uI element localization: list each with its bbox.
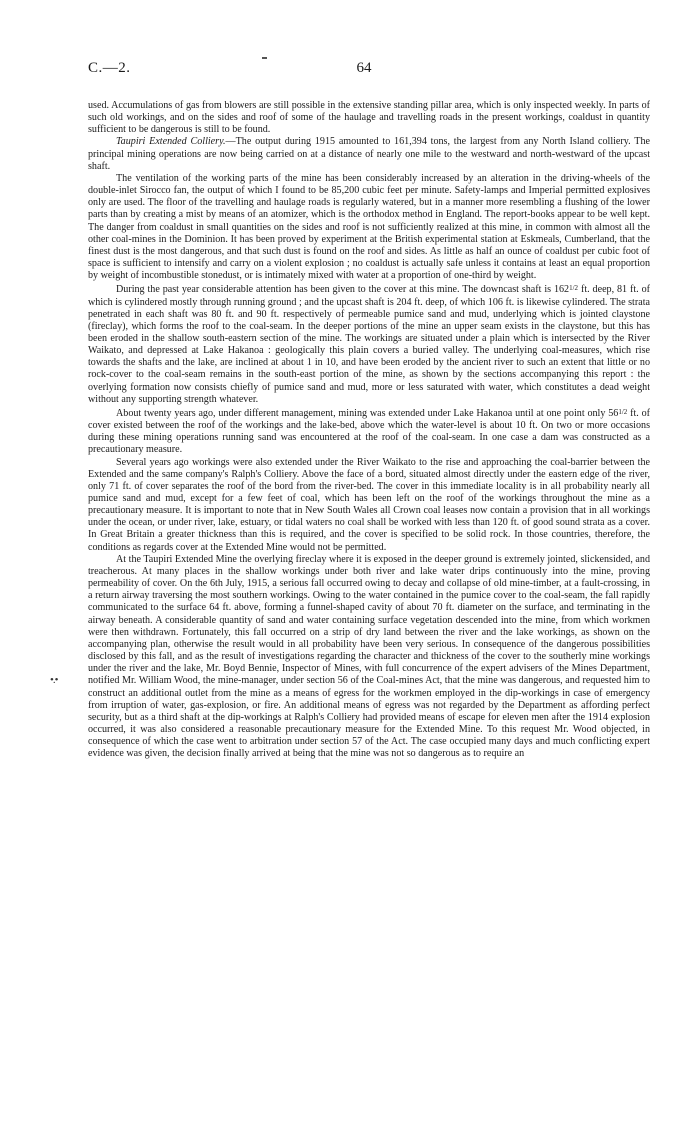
paragraph: The ventilation of the working parts of the mine has been considerably increased by an alteration in the driving-wheels of the double-inlet Sirocco fan, the output of which I found to be 85,200 cubic feet per minute. Safety-lamps and Imperial permitted explosives only are used. The floor of the travelling and haulage roads is regularly watered, but in a manner more resembling a flushing of the lower parts than by creating a mist by means of an atomizer, which is the orthodox method in England. The report-books appear to be well kept. The danger from coaldust in small quantities on the sides and roof is not sufficiently realized at this mine, in common with almost all the other coal-mines in the Dominion. It has been proved by experiment at the British experimental station at Eskmeals, Cumberland, that the finest dust is the most dangerous, and that such dust is found on the roof and sides. As little as half an ounce of coaldust per cubic foot of space is sufficient to intensify and carry on a violent explosion ; no coaldust is actually safe unless it contains at least an equal proportion by weight of incombustible stonedust, or is intimately mixed with water at a proportion of one-third by weight. [88,172,650,282]
paragraph-text: ft. of cover existed between the roof of the workings and the lake-bed, above which the water-level is about 10 ft. On two or more occasions during these mining operations running sand was encountered at the roof of the coal-seam. In one case a dam was constructed as a precautionary measure. [88,407,650,456]
scan-mark [262,57,267,59]
page-header [88,60,640,82]
paragraph-text: During the past year considerable attention has been given to the cover at this mine. The downcast shaft is 162 [116,284,570,296]
paragraph: used. Accumulations of gas from blowers are still possible in the extensive standing pillar area, which is only inspected weekly. In parts of such old workings, and on the sides and roof of some of the haulage and travelling roads in the present workings, coaldust in quantity sufficient to be dangerous is still to be found. [88,100,650,136]
paragraph-text: ft. deep, 81 ft. of which is cylindered mostly through running ground ; and the upcast shaft is 204 ft. deep, of which 106 ft. is likewise cylindered. The strata penetrated in each shaft was 80 ft. and 90 ft. respectively of permeable pumice sand and mud, underlying which is jointed claystone (fireclay), which forms the roof to the coal-seam. In the deeper portions of the mine an upper seam exists in the claystone, but this has been eroded in the shallow south-eastern section of the mine. The workings are situated under a plain which is intersected by the River Waikato, and depressed at Lake Hakanoa : geologically this plain covers a buried valley. The underlying coal-measures, which rise towards the shafts and the lake, are inclined at about 1 in 10, and have been eroded by the ancient river to such an extent that little or no rock-cover to the coal-seam remains in the south-east portion of the mine, as shown by the sections accompanying this report : the overlying formation now consists chiefly of pumice sand and mud, more or less saturated with water, which constitutes a dead weight without any supporting strength whatever. [88,284,650,405]
page-number: 64 [356,60,372,76]
paragraph: Several years ago workings were also extended under the River Waikato to the rise and approaching the coal-barrier between the Extended and the same company's Ralph's Colliery. Above the face of a bord, situated almost directly under the eastern edge of the river, only 71 ft. of cover separates the roof of the bord from the river-bed. The cover in this immediate locality is in all probability nearly all pumice sand and mud, except for a few feet of coal, which has been left on the roof of the workings throughout the mine as a precautionary measure. It is important to note that in New South Wales all Crown coal leases now contain a provision that in all workings under the ocean, or under river, lake, estuary, or tidal waters no coal shall be worked with less than 120 ft. of good sound strata as a cover. In Great Britain a greater thickness than this is required, and the cover is specified to be solid rock. In those countries, therefore, the conditions as regards cover at the Extended Mine would not be permitted. [88,456,650,553]
fraction: 1/2 [569,284,579,293]
paragraph [88,282,650,406]
body-text [88,100,650,760]
fraction: 1/2 [618,407,628,416]
paragraph-text: About twenty years ago, under different management, mining was extended under Lake Hakanoa until at one point only 56 [116,407,619,419]
section-heading: Taupiri Extended Colliery. [116,136,226,148]
paragraph: At the Taupiri Extended Mine the overlying fireclay where it is exposed in the deeper ground is extremely jointed, slickensided, and treacherous. At many places in the shallow workings under both river and lake water drips continuously into the mine, proving permeability of cover. On the 6th July, 1915, a serious fall occurred owing to decay and collapse of old mine-timber, at a fault-crossing, in a return airway traversing the most southern workings. Owing to the water contained in the pumice cover to the coal-seam, the fall rapidly communicated to the surface 64 ft. above, forming a funnel-shaped cavity of about 70 ft. diameter on the surface, and terminating in the airway beneath. A considerable quantity of sand and water containing surface vegetation descended into the mine, from which workmen were then withdrawn. Fortunately, this fall occurred on a strip of dry land between the river and the lake workings, as shown on the accompanying plan, otherwise the result would in all probability have been very serious. In consequence of the dangerous possibilities disclosed by this fall, and as the result of investigations regarding the character and thickness of the cover to the southerly mine workings under the river and the lake, Mr. Boyd Bennie, Inspector of Mines, with full concurrence of the expert advisers of the Mines Department, notified Mr. William Wood, the mine-manager, under section 56 of the Coal-mines Act, that the mine was dangerous, and requested him to construct an additional outlet from the mine as a means of egress for the workmen employed in the dip-workings in case of emergency from irruption of water, gas-explosion, or fire. An additional means of egress was not regarded by the Department as affording perfect security, but as a third shaft at the dip-workings at Ralph's Colliery had provided means of escape for eleven men after the 1914 explosion occurred, it was also considered a reasonable precautionary measure for the Extended Mine. To this request Mr. Wood objected, in consequence of which the case went to arbitration under section 57 of the Act. The case occupied many days and much conflicting expert evidence was given, the decision finally arrived at being that the mine was not so dangerous as to require an [88,553,650,760]
paragraph [88,406,650,457]
paragraph-text: —The output during 1915 amounted to 161,394 tons, the largest from any North Island colliery. The principal mining operations are now being carried on at a distance of nearly one mile to the westward and north-westward of the upcast shaft. [88,136,650,172]
series-label: C.—2. [88,60,131,76]
margin-mark: •.• [50,674,58,686]
paragraph [88,136,650,172]
